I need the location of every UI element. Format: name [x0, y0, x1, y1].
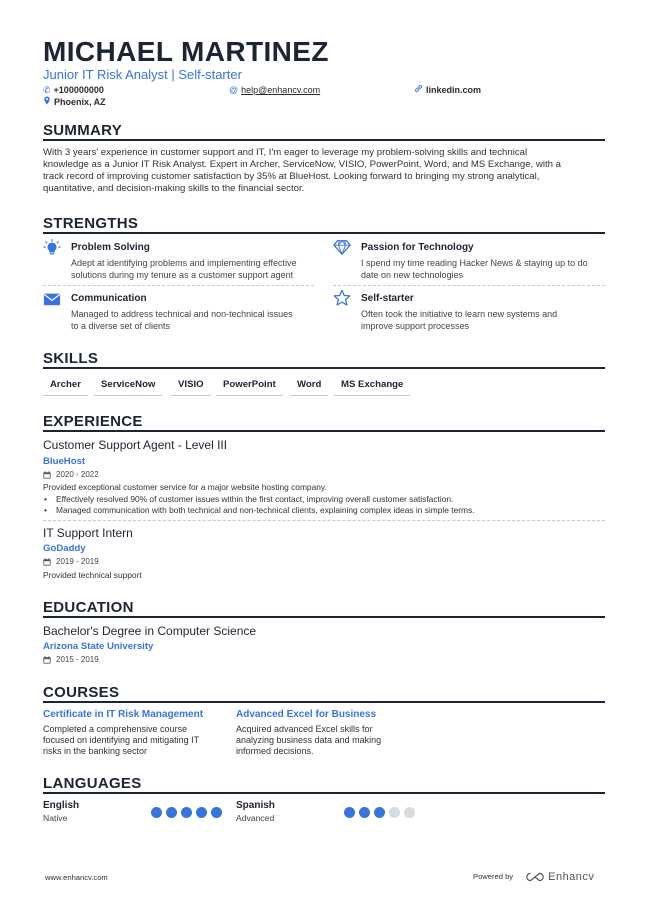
location-pin-icon	[43, 96, 51, 108]
contact-linkedin[interactable]	[414, 84, 481, 96]
experience-heading: EXPERIENCE	[43, 413, 143, 430]
job-summary: Provided exceptional customer service for a major website hosting company.	[43, 482, 327, 492]
phone-text: +100000000	[53, 85, 104, 95]
job-role: IT Support Intern	[43, 526, 133, 540]
strengths-divider	[43, 232, 605, 234]
link-icon	[414, 84, 423, 96]
job-company: BlueHost	[43, 456, 86, 467]
footer-website[interactable]: www.enhancv.com	[45, 873, 108, 882]
summary-line: knowledge as a Junior IT Risk Analyst. Expert in Archer, ServiceNow, VISIO, PowerPoint, Word, and MS Exchange, with a	[43, 159, 561, 170]
language-name: Spanish	[236, 800, 275, 811]
linkedin-link[interactable]: linkedin.com	[426, 85, 482, 95]
rating-dot-filled	[374, 807, 385, 818]
course-line: Acquired advanced Excel skills for	[236, 724, 373, 734]
summary-line: With 3 years' experience in customer support and IT, I'm eager to leverage my problem-solving skills and technical	[43, 147, 528, 158]
course-title: Advanced Excel for Business	[236, 709, 377, 720]
job-dates-text: 2019 - 2019	[56, 557, 99, 566]
brand-logo[interactable]	[525, 871, 594, 883]
at-icon: @	[229, 85, 239, 95]
skill-tag: VISIO	[171, 379, 211, 396]
course-description	[43, 724, 223, 757]
contact-location	[43, 96, 106, 108]
courses-heading: COURSES	[43, 684, 120, 701]
courses-divider	[43, 701, 605, 703]
rating-dot-filled	[344, 807, 355, 818]
diamond-icon	[333, 238, 351, 256]
email-link[interactable]: help@enhancv.com	[241, 85, 321, 95]
strength-line: date on new technologies	[361, 269, 464, 280]
course-title: Certificate in IT Risk Management	[43, 709, 204, 720]
skill-tag: ServiceNow	[94, 379, 162, 396]
skill-tag: Archer	[43, 379, 88, 396]
strength-line: Often took the initiative to learn new systems and	[361, 309, 558, 319]
strength-line: solutions during my tenure as a customer support agent	[71, 269, 294, 280]
language-level: Native	[43, 813, 68, 823]
strength-line: to a diverse set of clients	[71, 320, 171, 331]
skills-heading: SKILLS	[43, 350, 99, 367]
rating-dot-filled	[151, 807, 162, 818]
language-rating	[151, 807, 222, 818]
strength-title: Self-starter	[361, 293, 414, 304]
course-line: Completed a comprehensive course	[43, 724, 188, 734]
strengths-heading: STRENGTHS	[43, 215, 139, 232]
skill-tag: Word	[290, 379, 328, 396]
strength-line: Managed to address technical and non-technical issues	[71, 309, 293, 319]
contact-phone	[43, 84, 104, 96]
rating-dot-empty	[404, 807, 415, 818]
job-role: Customer Support Agent - Level III	[43, 438, 228, 452]
job-bullets	[43, 494, 475, 515]
skills-divider	[43, 367, 605, 369]
strength-title: Communication	[71, 293, 147, 304]
education-school: Arizona State University	[43, 641, 154, 652]
calendar-icon	[43, 558, 51, 566]
rating-dot-filled	[181, 807, 192, 818]
rating-dot-filled	[196, 807, 207, 818]
language-level: Advanced	[236, 813, 275, 823]
job-bullet: • Effectively resolved 90% of customer issues within the first contact, improving overall customer satisfaction.	[43, 494, 475, 505]
enhancv-logo-icon	[525, 871, 545, 883]
phone-icon: ✆	[43, 85, 51, 95]
education-dates	[43, 655, 99, 665]
skill-tag: MS Exchange	[334, 379, 410, 396]
lightbulb-icon	[43, 239, 61, 257]
strength-description	[71, 309, 321, 332]
rating-dot-empty	[389, 807, 400, 818]
strength-separator	[43, 285, 314, 286]
summary-line: quantitative, and decision-making skills to the financial sector.	[43, 183, 305, 194]
course-line: analyzing business data and making	[236, 735, 382, 745]
powered-by-text: Powered by	[473, 872, 514, 881]
strength-line: Adept at identifying problems and implementing effective	[71, 258, 297, 268]
strength-description	[361, 309, 611, 332]
rating-dot-filled	[359, 807, 370, 818]
location-text: Phoenix, AZ	[54, 97, 106, 107]
rating-dot-filled	[166, 807, 177, 818]
brand-name: Enhancv	[548, 871, 595, 883]
candidate-title: Junior IT Risk Analyst | Self-starter	[43, 67, 242, 82]
rating-dot-filled	[211, 807, 222, 818]
strength-description	[361, 258, 611, 281]
strength-description	[71, 258, 321, 281]
footer-powered	[473, 871, 594, 883]
course-description	[236, 724, 416, 757]
calendar-icon	[43, 656, 51, 664]
job-summary: Provided technical support	[43, 570, 142, 580]
summary-line: track record of improving customer satisfaction by 35% at BlueHost. Looking forward to bringing my strong analytical,	[43, 171, 540, 182]
job-bullet: • Managed communication with both technical and non-technical clients, explaining complex ideas in simple terms.	[43, 505, 475, 516]
summary-divider	[43, 139, 605, 141]
star-icon	[333, 289, 351, 307]
education-heading: EDUCATION	[43, 599, 134, 616]
language-rating	[344, 807, 415, 818]
strength-separator	[333, 285, 605, 286]
strength-title: Problem Solving	[71, 242, 150, 253]
job-dates-text: 2020 - 2022	[56, 470, 99, 479]
job-dates	[43, 470, 99, 480]
envelope-icon	[43, 290, 61, 308]
experience-divider	[43, 430, 605, 432]
strength-line: I spend my time reading Hacker News & staying up to do	[361, 258, 588, 268]
job-dates	[43, 557, 99, 567]
education-degree: Bachelor's Degree in Computer Science	[43, 624, 257, 638]
summary-heading: SUMMARY	[43, 122, 123, 139]
contact-email[interactable]	[229, 84, 320, 96]
candidate-name: MICHAEL MARTINEZ	[43, 36, 329, 67]
course-line: risks in the banking sector	[43, 746, 148, 756]
course-line: informed decisions.	[236, 746, 314, 756]
job-company: GoDaddy	[43, 543, 86, 554]
languages-heading: LANGUAGES	[43, 775, 142, 792]
skill-tag: PowerPoint	[216, 379, 283, 396]
strength-title: Passion for Technology	[361, 242, 474, 253]
languages-divider	[43, 792, 605, 794]
strength-line: improve support processes	[361, 320, 470, 331]
course-line: focused on identifying and mitigating IT	[43, 735, 200, 745]
job-separator	[43, 520, 605, 521]
calendar-icon	[43, 471, 51, 479]
language-name: English	[43, 800, 80, 811]
summary-text	[43, 147, 603, 195]
education-dates-text: 2015 - 2019	[56, 655, 99, 664]
education-divider	[43, 616, 605, 618]
